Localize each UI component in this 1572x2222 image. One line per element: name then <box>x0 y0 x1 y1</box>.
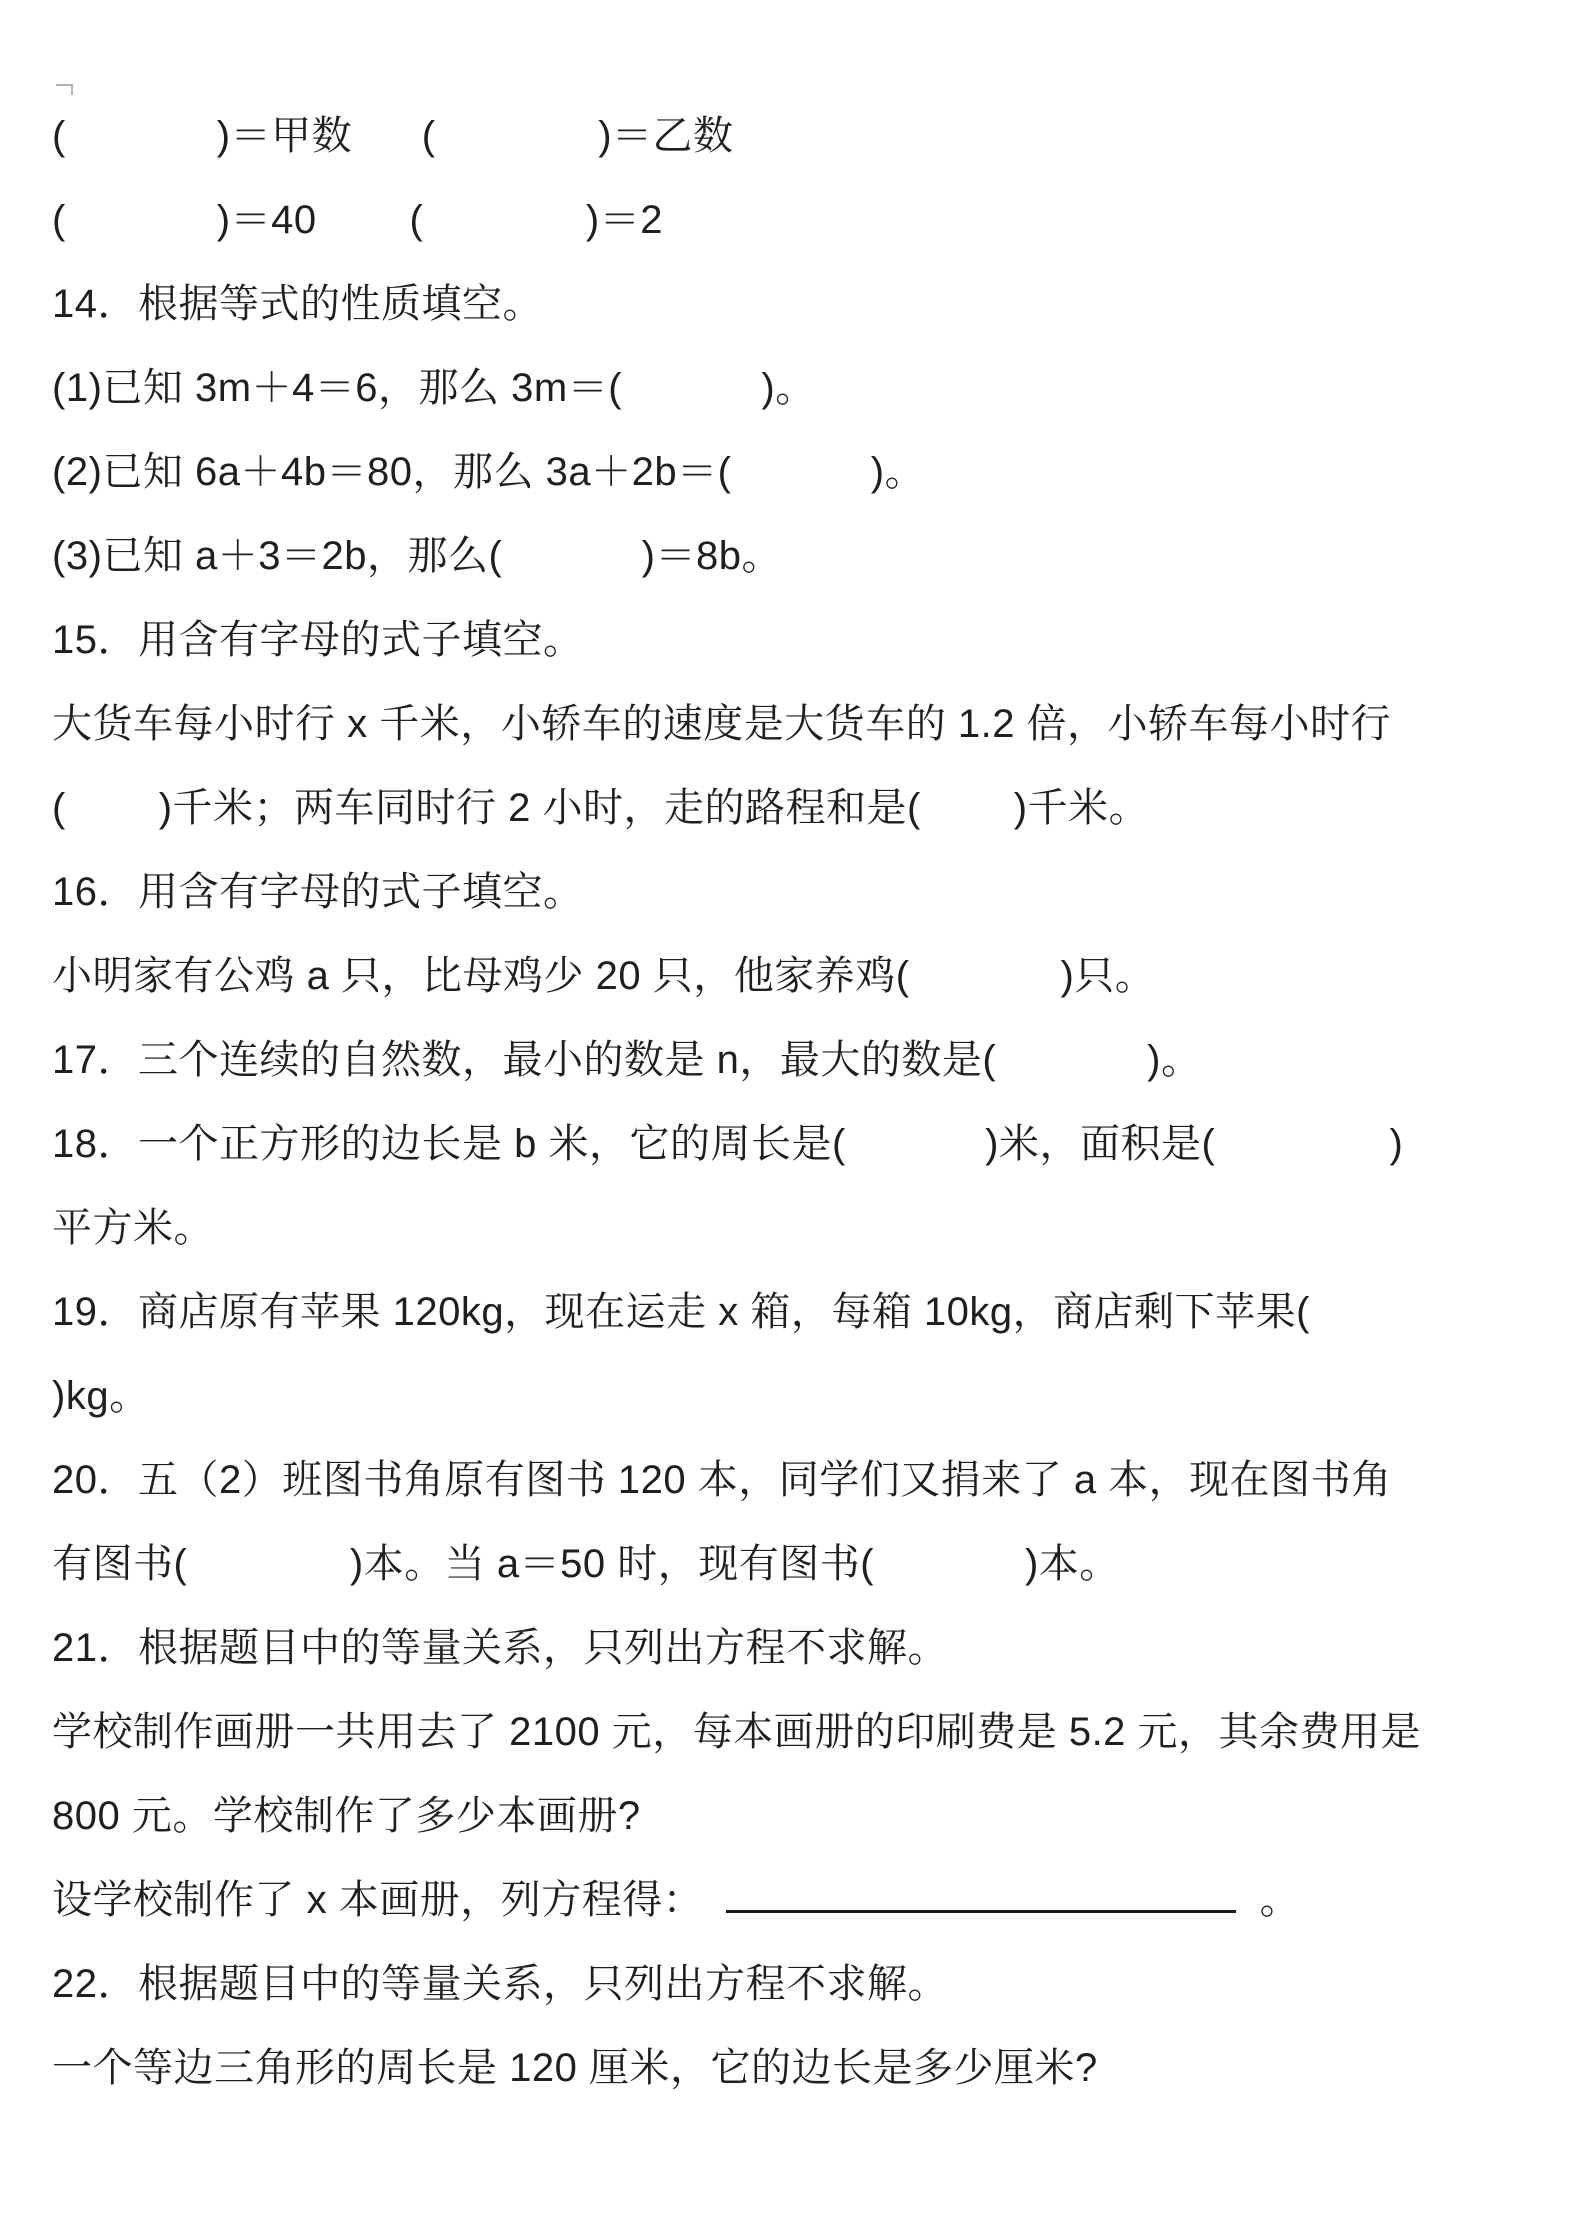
line-text: ( )＝40 ( )＝2 <box>52 198 663 242</box>
q14-header <box>52 262 1552 346</box>
line-text: 小明家有公鸡 a 只，比母鸡少 20 只，他家养鸡( )只。 <box>52 954 1156 998</box>
line-text: 平方米。 <box>52 1206 214 1250</box>
line-text: 22．根据题目中的等量关系，只列出方程不求解。 <box>52 1962 948 2006</box>
line-text: (2)已知 6a＋4b＝80，那么 3a＋2b＝( )。 <box>52 450 926 494</box>
blanks-equal-jia-yi <box>52 94 1552 178</box>
q16-header <box>52 850 1552 934</box>
q18-line-1 <box>52 1102 1552 1186</box>
line-text: 17．三个连续的自然数，最小的数是 n，最大的数是( )。 <box>52 1038 1202 1082</box>
answer-blank-underline <box>726 1910 1236 1913</box>
q14-item-1 <box>52 346 1552 430</box>
line-text: (3)已知 a＋3＝2b，那么( )＝8b。 <box>52 534 782 578</box>
q21-text-line-1 <box>52 1690 1552 1774</box>
line-text: 有图书( )本。当 a＝50 时，现有图书( )本。 <box>52 1542 1120 1586</box>
q19-line-1 <box>52 1270 1552 1354</box>
q18-line-2 <box>52 1186 1552 1270</box>
q14-item-2 <box>52 430 1552 514</box>
q17-text <box>52 1018 1552 1102</box>
q22-header <box>52 1942 1552 2026</box>
q15-header <box>52 598 1552 682</box>
line-text: 15．用含有字母的式子填空。 <box>52 618 584 662</box>
q20-line-2 <box>52 1522 1552 1606</box>
q19-line-2 <box>52 1354 1552 1438</box>
q14-item-3 <box>52 514 1552 598</box>
line-text: 19．商店原有苹果 120kg，现在运走 x 箱，每箱 10kg，商店剩下苹果( <box>52 1290 1310 1334</box>
line-text: (1)已知 3m＋4＝6，那么 3m＝( )。 <box>52 366 816 410</box>
line-text: 18．一个正方形的边长是 b 米，它的周长是( )米，面积是( ) <box>52 1122 1404 1166</box>
q20-line-1 <box>52 1438 1552 1522</box>
q22-text <box>52 2026 1552 2110</box>
q15-text-line-2 <box>52 766 1552 850</box>
q21-equation-line <box>52 1858 1552 1942</box>
blanks-equal-40-2 <box>52 178 1552 262</box>
line-text: 。 <box>1236 1878 1301 1922</box>
line-text: 21．根据题目中的等量关系，只列出方程不求解。 <box>52 1626 948 1670</box>
line-text: 14．根据等式的性质填空。 <box>52 282 543 326</box>
q21-header <box>52 1606 1552 1690</box>
line-text: ( )千米；两车同时行 2 小时，走的路程和是( )千米。 <box>52 786 1150 830</box>
line-text: 800 元。学校制作了多少本画册? <box>52 1794 641 1838</box>
line-text: 学校制作画册一共用去了 2100 元，每本画册的印刷费是 5.2 元，其余费用是 <box>52 1710 1422 1754</box>
line-text: )kg。 <box>52 1374 150 1418</box>
line-text: 大货车每小时行 x 千米，小轿车的速度是大货车的 1.2 倍，小轿车每小时行 <box>52 702 1392 746</box>
line-text: ( )＝甲数 ( )＝乙数 <box>52 114 734 158</box>
line-text: 20．五（2）班图书角原有图书 120 本，同学们又捐来了 a 本，现在图书角 <box>52 1458 1392 1502</box>
q16-text <box>52 934 1552 1018</box>
line-text: 一个等边三角形的周长是 120 厘米，它的边长是多少厘米? <box>52 2046 1098 2090</box>
line-text: 16．用含有字母的式子填空。 <box>52 870 584 914</box>
q21-text-line-2 <box>52 1774 1552 1858</box>
worksheet-content <box>52 94 1552 2110</box>
q15-text-line-1 <box>52 682 1552 766</box>
line-text: 设学校制作了 x 本画册，列方程得： <box>52 1878 727 1922</box>
